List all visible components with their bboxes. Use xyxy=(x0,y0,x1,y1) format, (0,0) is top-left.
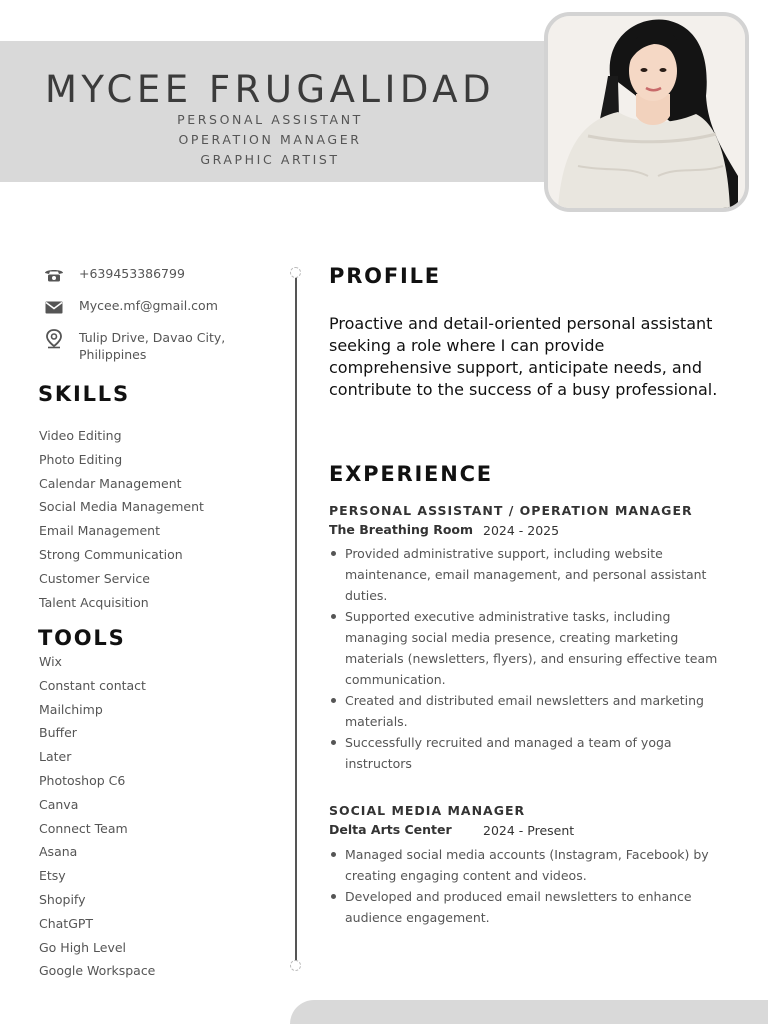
skill-item: Customer Service xyxy=(39,570,150,586)
portrait-illustration xyxy=(548,16,745,208)
contact-phone xyxy=(42,265,282,285)
bullet-item: Supported executive administrative tasks, including managing social media presence, creating marketing materials (newsletters, flyers), and ensuring effective team communication. xyxy=(329,606,729,690)
location-pin-icon xyxy=(42,329,66,349)
tool-item: Connect Team xyxy=(39,820,128,836)
tool-item: Buffer xyxy=(39,725,77,741)
bullet-item: Developed and produced email newsletters to enhance audience engagement. xyxy=(329,886,729,928)
skills-list xyxy=(39,427,204,617)
title-line: PERSONAL ASSISTANT xyxy=(177,112,363,127)
tool-item: Photoshop C6 xyxy=(39,772,126,788)
phone-number[interactable]: +639453386799 xyxy=(79,266,185,281)
company-name: Delta Arts Center xyxy=(329,822,452,837)
skill-item: Photo Editing xyxy=(39,451,123,467)
skill-item: Strong Communication xyxy=(39,546,183,562)
tool-item: Wix xyxy=(39,654,62,669)
tool-item: Asana xyxy=(39,844,78,860)
bullet-item: Successfully recruited and managed a team of yoga instructors xyxy=(329,732,729,774)
job-bullets xyxy=(329,844,729,928)
skill-item: Email Management xyxy=(39,523,160,539)
skill-item: Social Media Management xyxy=(39,499,204,515)
skill-item: Video Editing xyxy=(39,428,122,443)
tool-item: ChatGPT xyxy=(39,915,94,931)
email-address[interactable]: Mycee.mf@gmail.com xyxy=(79,298,218,313)
footer-band xyxy=(290,1000,768,1024)
job-dates: 2024 - 2025 xyxy=(483,523,560,538)
job-title: SOCIAL MEDIA MANAGER xyxy=(329,803,526,818)
bullet-item: Provided administrative support, including website maintenance, email management, and personal assistant duties. xyxy=(329,543,729,606)
experience-heading: EXPERIENCE xyxy=(329,462,493,486)
tool-item: Constant contact xyxy=(39,677,146,693)
job-titles xyxy=(130,110,410,170)
contact-address xyxy=(42,329,282,363)
tool-item: Google Workspace xyxy=(39,963,156,979)
address-line: Tulip Drive, Davao City, xyxy=(79,330,226,345)
tool-item: Mailchimp xyxy=(39,701,103,717)
divider-dot xyxy=(290,960,301,971)
bullet-item: Managed social media accounts (Instagram, Facebook) by creating engaging content and videos. xyxy=(329,844,729,886)
phone-icon xyxy=(42,265,66,285)
tool-item: Etsy xyxy=(39,868,66,884)
skill-item: Talent Acquisition xyxy=(39,594,149,610)
profile-heading: PROFILE xyxy=(329,264,441,288)
title-line: OPERATION MANAGER xyxy=(178,132,362,147)
title-line: GRAPHIC ARTIST xyxy=(200,152,340,167)
job-title: PERSONAL ASSISTANT / OPERATION MANAGER xyxy=(329,503,693,518)
job-dates: 2024 - Present xyxy=(483,823,575,838)
profile-photo xyxy=(544,12,749,212)
mail-icon xyxy=(42,297,66,317)
tools-heading: TOOLS xyxy=(38,626,126,650)
divider-dot xyxy=(290,267,301,278)
bullet-item: Created and distributed email newsletters and marketing materials. xyxy=(329,690,729,732)
tool-item: Later xyxy=(39,749,72,765)
company-name: The Breathing Room xyxy=(329,522,474,537)
address-line: Philippines xyxy=(79,347,147,362)
tools-list xyxy=(39,653,155,986)
job-bullets xyxy=(329,543,729,774)
candidate-name: MYCEE FRUGALIDAD xyxy=(45,68,496,111)
contact-email xyxy=(42,297,282,317)
tool-item: Go High Level xyxy=(39,939,127,955)
skill-item: Calendar Management xyxy=(39,475,182,491)
skills-heading: SKILLS xyxy=(38,382,130,406)
profile-summary: Proactive and detail-oriented personal assistant seeking a role where I can provide comprehensive support, anticipate needs, and contribute to the success of a busy professional. xyxy=(329,314,718,399)
column-divider xyxy=(295,272,297,966)
tool-item: Shopify xyxy=(39,891,86,907)
address xyxy=(79,329,225,363)
tool-item: Canva xyxy=(39,796,79,812)
